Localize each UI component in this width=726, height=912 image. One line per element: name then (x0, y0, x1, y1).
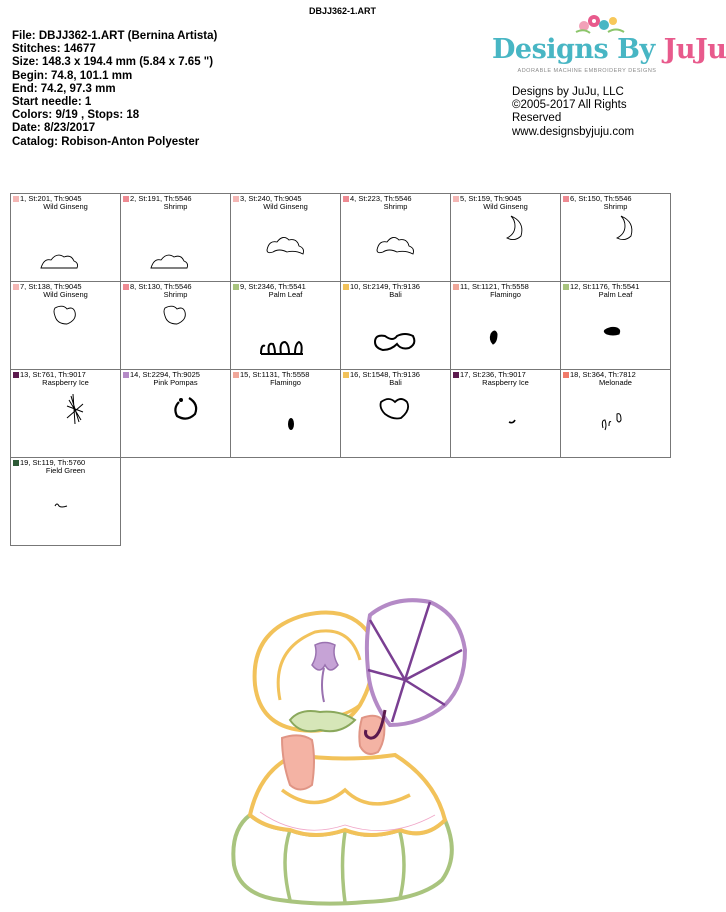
stop-cell-19 (10, 457, 121, 546)
company-info (512, 86, 634, 139)
thread-name: Wild Ginseng (483, 202, 528, 211)
stop-cell-12 (560, 281, 671, 370)
stop-cell-9 (230, 281, 341, 370)
stop-cell-18 (560, 369, 671, 458)
stop-stats: 2, St:191, Th:5546 (130, 194, 192, 203)
logo-tagline: ADORABLE MACHINE EMBROIDERY DESIGNS (517, 68, 657, 74)
stitch-preview (341, 210, 450, 280)
thread-name: Palm Leaf (598, 290, 633, 299)
stop-cell-14 (120, 369, 231, 458)
stitches-line: Stitches: 14677 (12, 43, 96, 56)
stop-stats: 18, St:364, Th:7812 (570, 370, 636, 379)
stop-cell-15 (230, 369, 341, 458)
reserved-line: Reserved (512, 112, 562, 125)
stop-stats: 12, St:1176, Th:5541 (570, 282, 640, 291)
begin-line: Begin: 74.8, 101.1 mm (12, 69, 133, 82)
stitch-preview (121, 298, 230, 368)
thread-name: Wild Ginseng (43, 290, 88, 299)
thread-name: Raspberry Ice (482, 378, 529, 387)
stop-stats: 7, St:138, Th:9045 (20, 282, 82, 291)
stitch-preview (11, 386, 120, 456)
stop-cell-7 (10, 281, 121, 370)
start-needle-line: Start needle: 1 (12, 96, 92, 109)
umbrella-canopy (367, 600, 465, 725)
copyright-line: ©2005-2017 All Rights (512, 99, 627, 112)
stop-stats: 8, St:130, Th:5546 (130, 282, 192, 291)
color-stop-grid (10, 193, 676, 545)
stop-stats: 6, St:150, Th:5546 (570, 194, 632, 203)
stop-cell-13 (10, 369, 121, 458)
stop-stats: 1, St:201, Th:9045 (20, 194, 82, 203)
thread-name: Palm Leaf (268, 290, 303, 299)
stop-stats: 19, St:119, Th:5760 (20, 458, 86, 467)
thread-name: Pink Pompas (153, 378, 198, 387)
stop-stats: 3, St:240, Th:9045 (240, 194, 302, 203)
thread-name: Shrimp (163, 290, 188, 299)
stitch-preview (121, 386, 230, 456)
stitch-preview (341, 298, 450, 368)
thread-name: Melonade (599, 378, 632, 387)
stitch-preview (11, 298, 120, 368)
stitch-preview (11, 474, 120, 544)
end-line: End: 74.2, 97.3 mm (12, 82, 116, 95)
stitch-preview (231, 386, 340, 456)
colors-line: Colors: 9/19 , Stops: 18 (12, 109, 140, 122)
right-arm (359, 716, 384, 754)
stitch-preview (561, 298, 670, 368)
stitch-preview (451, 386, 560, 456)
document-title: DBJJ362-1.ART (308, 6, 377, 16)
stop-stats: 4, St:223, Th:5546 (350, 194, 412, 203)
thread-name: Shrimp (603, 202, 628, 211)
catalog-line: Catalog: Robison-Anton Polyester (12, 135, 200, 148)
size-line: Size: 148.3 x 194.4 mm (5.84 x 7.65 ") (12, 56, 214, 69)
stop-cell-16 (340, 369, 451, 458)
stop-cell-5 (450, 193, 561, 282)
embroidery-design-preview (220, 590, 480, 910)
stop-cell-6 (560, 193, 671, 282)
thread-name: Bali (389, 290, 402, 299)
stop-stats: 10, St:2149, Th:9136 (350, 282, 420, 291)
stitch-preview (11, 210, 120, 280)
thread-name: Flamingo (490, 290, 521, 299)
stop-stats: 14, St:2294, Th:9025 (130, 370, 200, 379)
stop-cell-8 (120, 281, 231, 370)
stop-stats: 15, St:1131, Th:5558 (240, 370, 310, 379)
brand-logo (492, 12, 726, 82)
thread-name: Wild Ginseng (43, 202, 88, 211)
bow (312, 643, 338, 671)
thread-name: Flamingo (270, 378, 301, 387)
stitch-preview (561, 210, 670, 280)
thread-name: Wild Ginseng (263, 202, 308, 211)
thread-name: Field Green (45, 466, 86, 475)
stop-stats: 16, St:1548, Th:9136 (350, 370, 420, 379)
stitch-preview (451, 298, 560, 368)
company-name: Designs by JuJu, LLC (512, 86, 624, 98)
stop-stats: 13, St:761, Th:9017 (20, 370, 86, 379)
stop-stats: 11, St:1121, Th:5558 (460, 282, 529, 291)
stop-cell-1 (10, 193, 121, 282)
stop-cell-3 (230, 193, 341, 282)
stop-cell-4 (340, 193, 451, 282)
stitch-preview (231, 210, 340, 280)
stitch-preview (561, 386, 670, 456)
stitch-preview (451, 210, 560, 280)
stitch-preview (341, 386, 450, 456)
collar (290, 711, 355, 731)
date-line: Date: 8/23/2017 (12, 122, 96, 135)
thread-name: Raspberry Ice (42, 378, 89, 387)
stitch-preview (231, 298, 340, 368)
stop-stats: 5, St:159, Th:9045 (460, 194, 522, 203)
thread-name: Bali (389, 378, 402, 387)
logo-wordmark: Designs By JuJu (492, 34, 726, 65)
file-line: File: DBJJ362-1.ART (Bernina Artista) (12, 30, 218, 42)
stop-stats: 17, St:236, Th:9017 (460, 370, 526, 379)
stitch-preview (121, 210, 230, 280)
stop-cell-2 (120, 193, 231, 282)
stop-cell-17 (450, 369, 561, 458)
website-link: www.designsbyjuju.com (512, 125, 635, 138)
thread-name: Shrimp (383, 202, 408, 211)
stop-stats: 9, St:2346, Th:5541 (240, 282, 306, 291)
stop-cell-11 (450, 281, 561, 370)
file-info (12, 30, 217, 149)
stop-cell-10 (340, 281, 451, 370)
thread-name: Shrimp (163, 202, 188, 211)
